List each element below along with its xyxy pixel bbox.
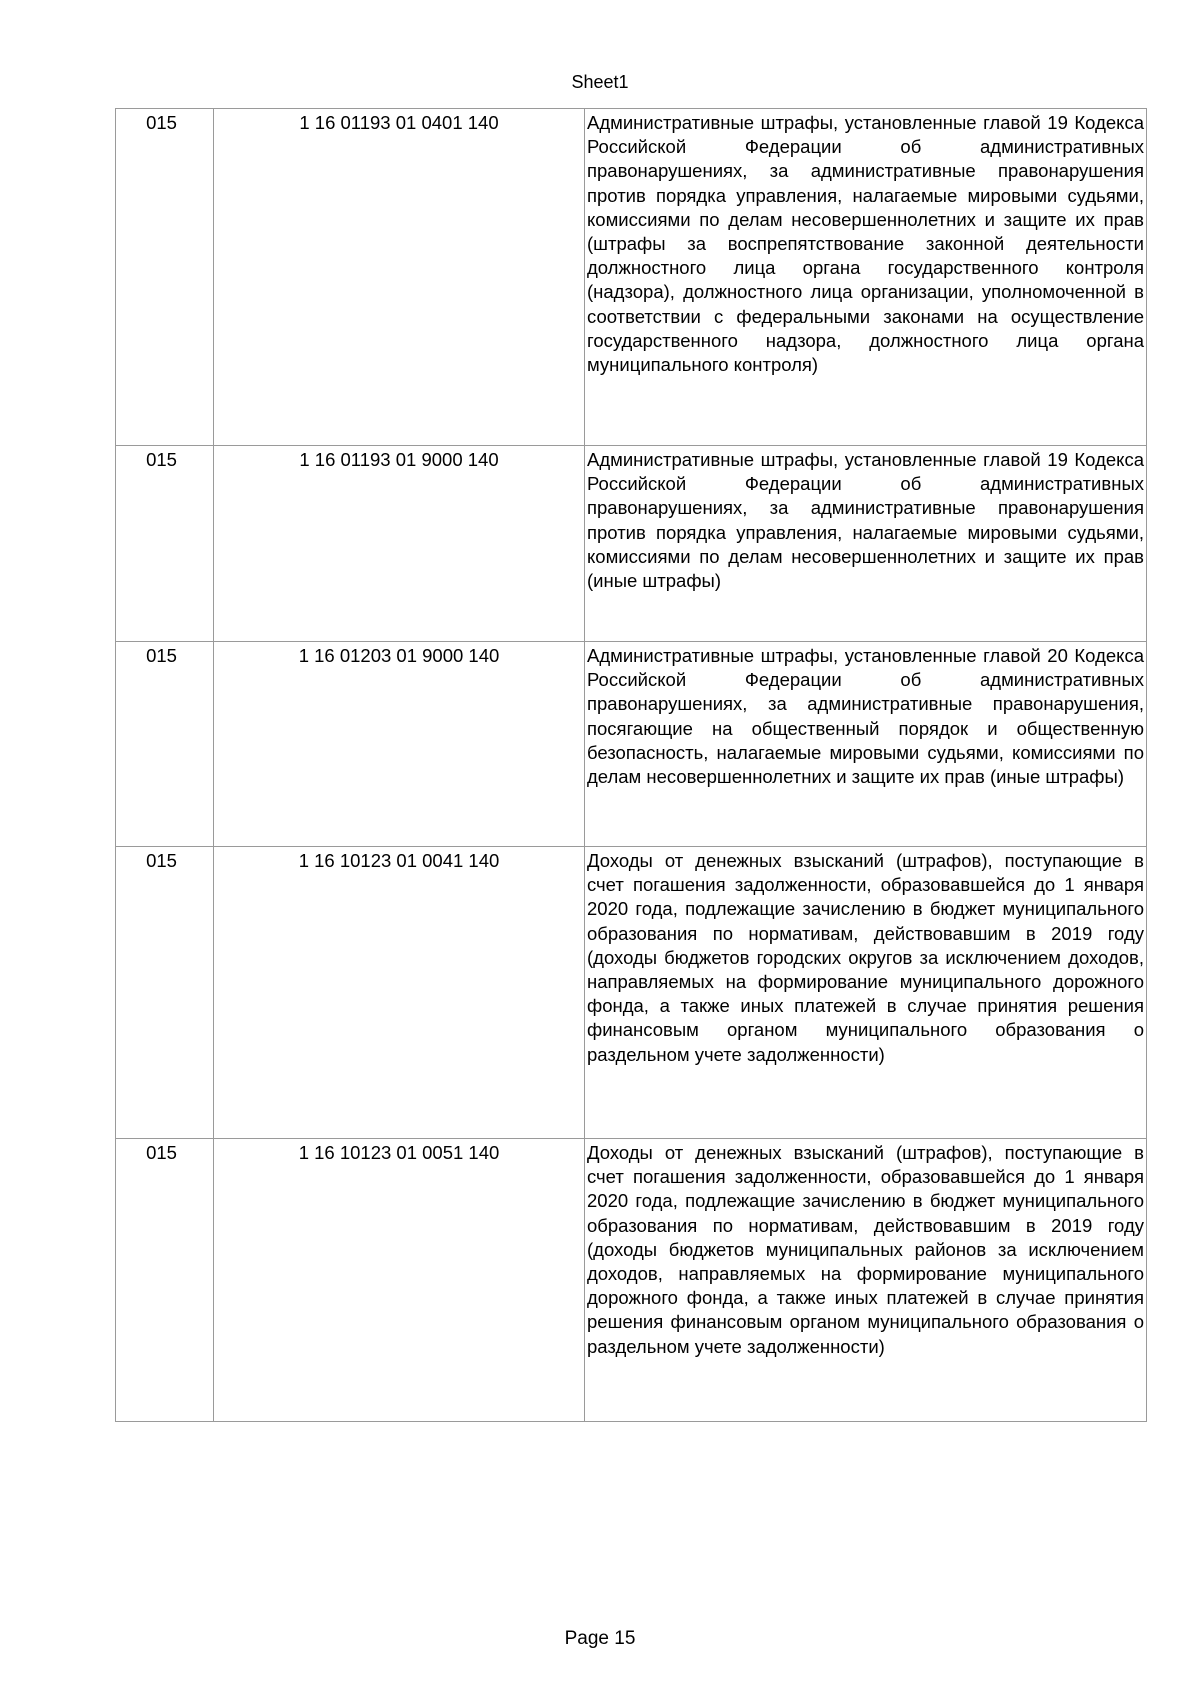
table-row	[116, 642, 1147, 847]
sheet-title: Sheet1	[571, 72, 629, 92]
table-row	[116, 847, 1147, 1139]
description-cell: Доходы от денежных взысканий (штрафов), поступающие в счет погашения задолженности, образовавшейся до 1 января 2020 года, подлежащие зачислению в бюджет муниципального образования по нормативам, действовавшим в 2019 году (доходы бюджетов муниципальных районов за исключением доходов, направляемых на формирование муниципального дорожного фонда, а также иных платежей в случае принятия решения финансовым органом муниципального образования о раздельном учете задолженности)	[585, 1139, 1147, 1422]
budget-code-cell: 1 16 10123 01 0041 140	[214, 847, 585, 1139]
description-cell: Административные штрафы, установленные главой 20 Кодекса Российской Федерации об административных правонарушениях, за административные правонарушения, посягающие на общественный порядок и общественную безопасность, налагаемые мировыми судьями, комиссиями по делам несовершеннолетних и защите их прав (иные штрафы)	[585, 642, 1147, 847]
budget-code-cell: 1 16 01193 01 0401 140	[214, 109, 585, 446]
page-number: Page 15	[564, 1628, 636, 1649]
budget-code-cell: 1 16 01203 01 9000 140	[214, 642, 585, 847]
admin-code-cell: 015	[116, 642, 214, 847]
admin-code-cell: 015	[116, 847, 214, 1139]
description-cell: Административные штрафы, установленные главой 19 Кодекса Российской Федерации об административных правонарушениях, за административные правонарушения против порядка управления, налагаемые мировыми судьями, комиссиями по делам несовершеннолетних и защите их прав (иные штрафы)	[585, 446, 1147, 642]
table-row	[116, 446, 1147, 642]
budget-code-cell: 1 16 01193 01 9000 140	[214, 446, 585, 642]
table-row	[116, 109, 1147, 446]
description-cell: Административные штрафы, установленные главой 19 Кодекса Российской Федерации об административных правонарушениях, за административные правонарушения против порядка управления, налагаемые мировыми судьями, комиссиями по делам несовершеннолетних и защите их прав (штрафы за воспрепятствование законной деятельности должностного лица органа государственного контроля (надзора), должностного лица организации, уполномоченной в соответствии с федеральными законами на осуществление государственного надзора, должностного лица органа муниципального контроля)	[585, 109, 1147, 446]
admin-code-cell: 015	[116, 446, 214, 642]
table-row	[116, 1139, 1147, 1422]
admin-code-cell: 015	[116, 109, 214, 446]
admin-code-cell: 015	[116, 1139, 214, 1422]
budget-code-cell: 1 16 10123 01 0051 140	[214, 1139, 585, 1422]
description-cell: Доходы от денежных взысканий (штрафов), поступающие в счет погашения задолженности, образовавшейся до 1 января 2020 года, подлежащие зачислению в бюджет муниципального образования по нормативам, действовавшим в 2019 году (доходы бюджетов городских округов за исключением доходов, направляемых на формирование муниципального дорожного фонда, а также иных платежей в случае принятия решения финансовым органом муниципального образования о раздельном учете задолженности)	[585, 847, 1147, 1139]
revenue-codes-table	[115, 108, 1147, 1422]
